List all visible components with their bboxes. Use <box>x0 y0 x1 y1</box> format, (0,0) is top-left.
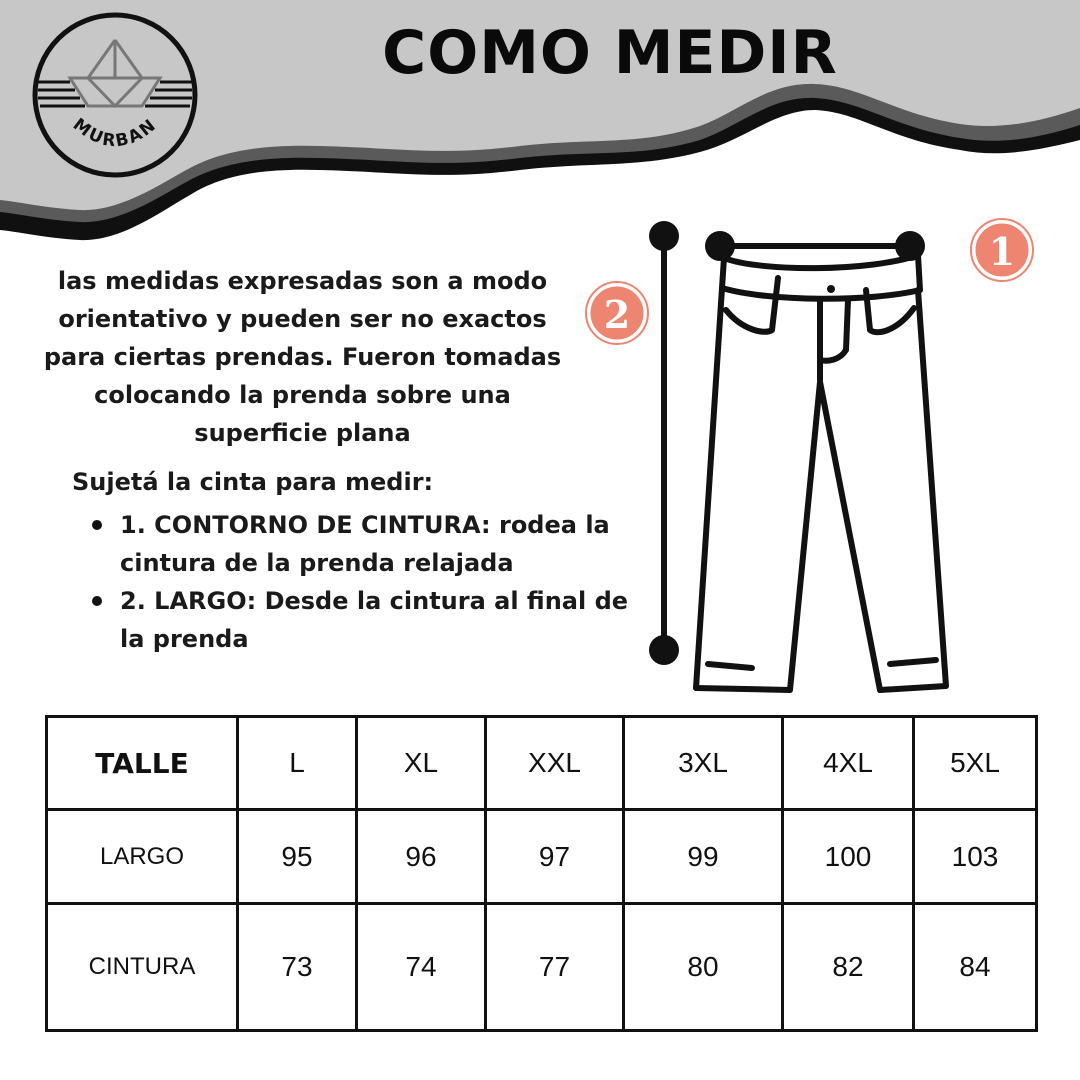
table-cell: 99 <box>624 810 783 904</box>
table-cell: 82 <box>783 904 914 1031</box>
intro-paragraph: las medidas expresadas son a modo orientativo y pueden ser no exactos para ciertas prendas. Fueron tomadas colocando la prenda sobre una superficie plana <box>43 267 562 447</box>
waist-measure-line <box>705 231 925 261</box>
header-cell-size: 4XL <box>783 717 914 810</box>
list-item: 2. LARGO: Desde la cintura al final de la prenda <box>90 582 630 658</box>
header-cell-size: 3XL <box>624 717 783 810</box>
brand-name: MURBAN <box>68 114 161 152</box>
table-row <box>47 904 1037 1031</box>
length-measure-line <box>649 221 679 665</box>
header-cell-size: XL <box>357 717 486 810</box>
table-cell: 103 <box>914 810 1037 904</box>
paper-boat-icon <box>70 40 160 106</box>
badge-2-icon <box>586 282 648 344</box>
table-cell: 95 <box>238 810 357 904</box>
instructions-title: Sujetá la cinta para medir: <box>72 468 434 496</box>
badge-1-icon <box>971 219 1033 281</box>
size-chart-table <box>45 715 1038 1032</box>
table-row <box>47 810 1037 904</box>
row-label-largo: LARGO <box>47 810 238 904</box>
page-title: COMO MEDIR <box>382 18 838 88</box>
table-header-row <box>47 717 1037 810</box>
list-item: 1. CONTORNO DE CINTURA: rodea la cintura de la prenda relajada <box>90 506 630 582</box>
bullet-icon <box>92 596 102 606</box>
table-cell: 84 <box>914 904 1037 1031</box>
svg-text:2: 2 <box>603 292 631 337</box>
svg-text:1: 1 <box>988 229 1016 274</box>
header-cell-size: 5XL <box>914 717 1037 810</box>
murban-logo <box>30 10 200 180</box>
table-cell: 96 <box>357 810 486 904</box>
table-cell: 74 <box>357 904 486 1031</box>
table-cell: 73 <box>238 904 357 1031</box>
table-cell: 97 <box>486 810 624 904</box>
header-cell-talle: TALLE <box>47 717 238 810</box>
pants-measurement-diagram <box>580 205 1080 705</box>
pants-icon <box>696 255 946 690</box>
header-cell-size: XXL <box>486 717 624 810</box>
header-cell-size: L <box>238 717 357 810</box>
table-cell: 77 <box>486 904 624 1031</box>
instructions-list <box>90 506 630 658</box>
bullet-icon <box>92 520 102 530</box>
row-label-cintura: CINTURA <box>47 904 238 1031</box>
table-cell: 80 <box>624 904 783 1031</box>
table-cell: 100 <box>783 810 914 904</box>
